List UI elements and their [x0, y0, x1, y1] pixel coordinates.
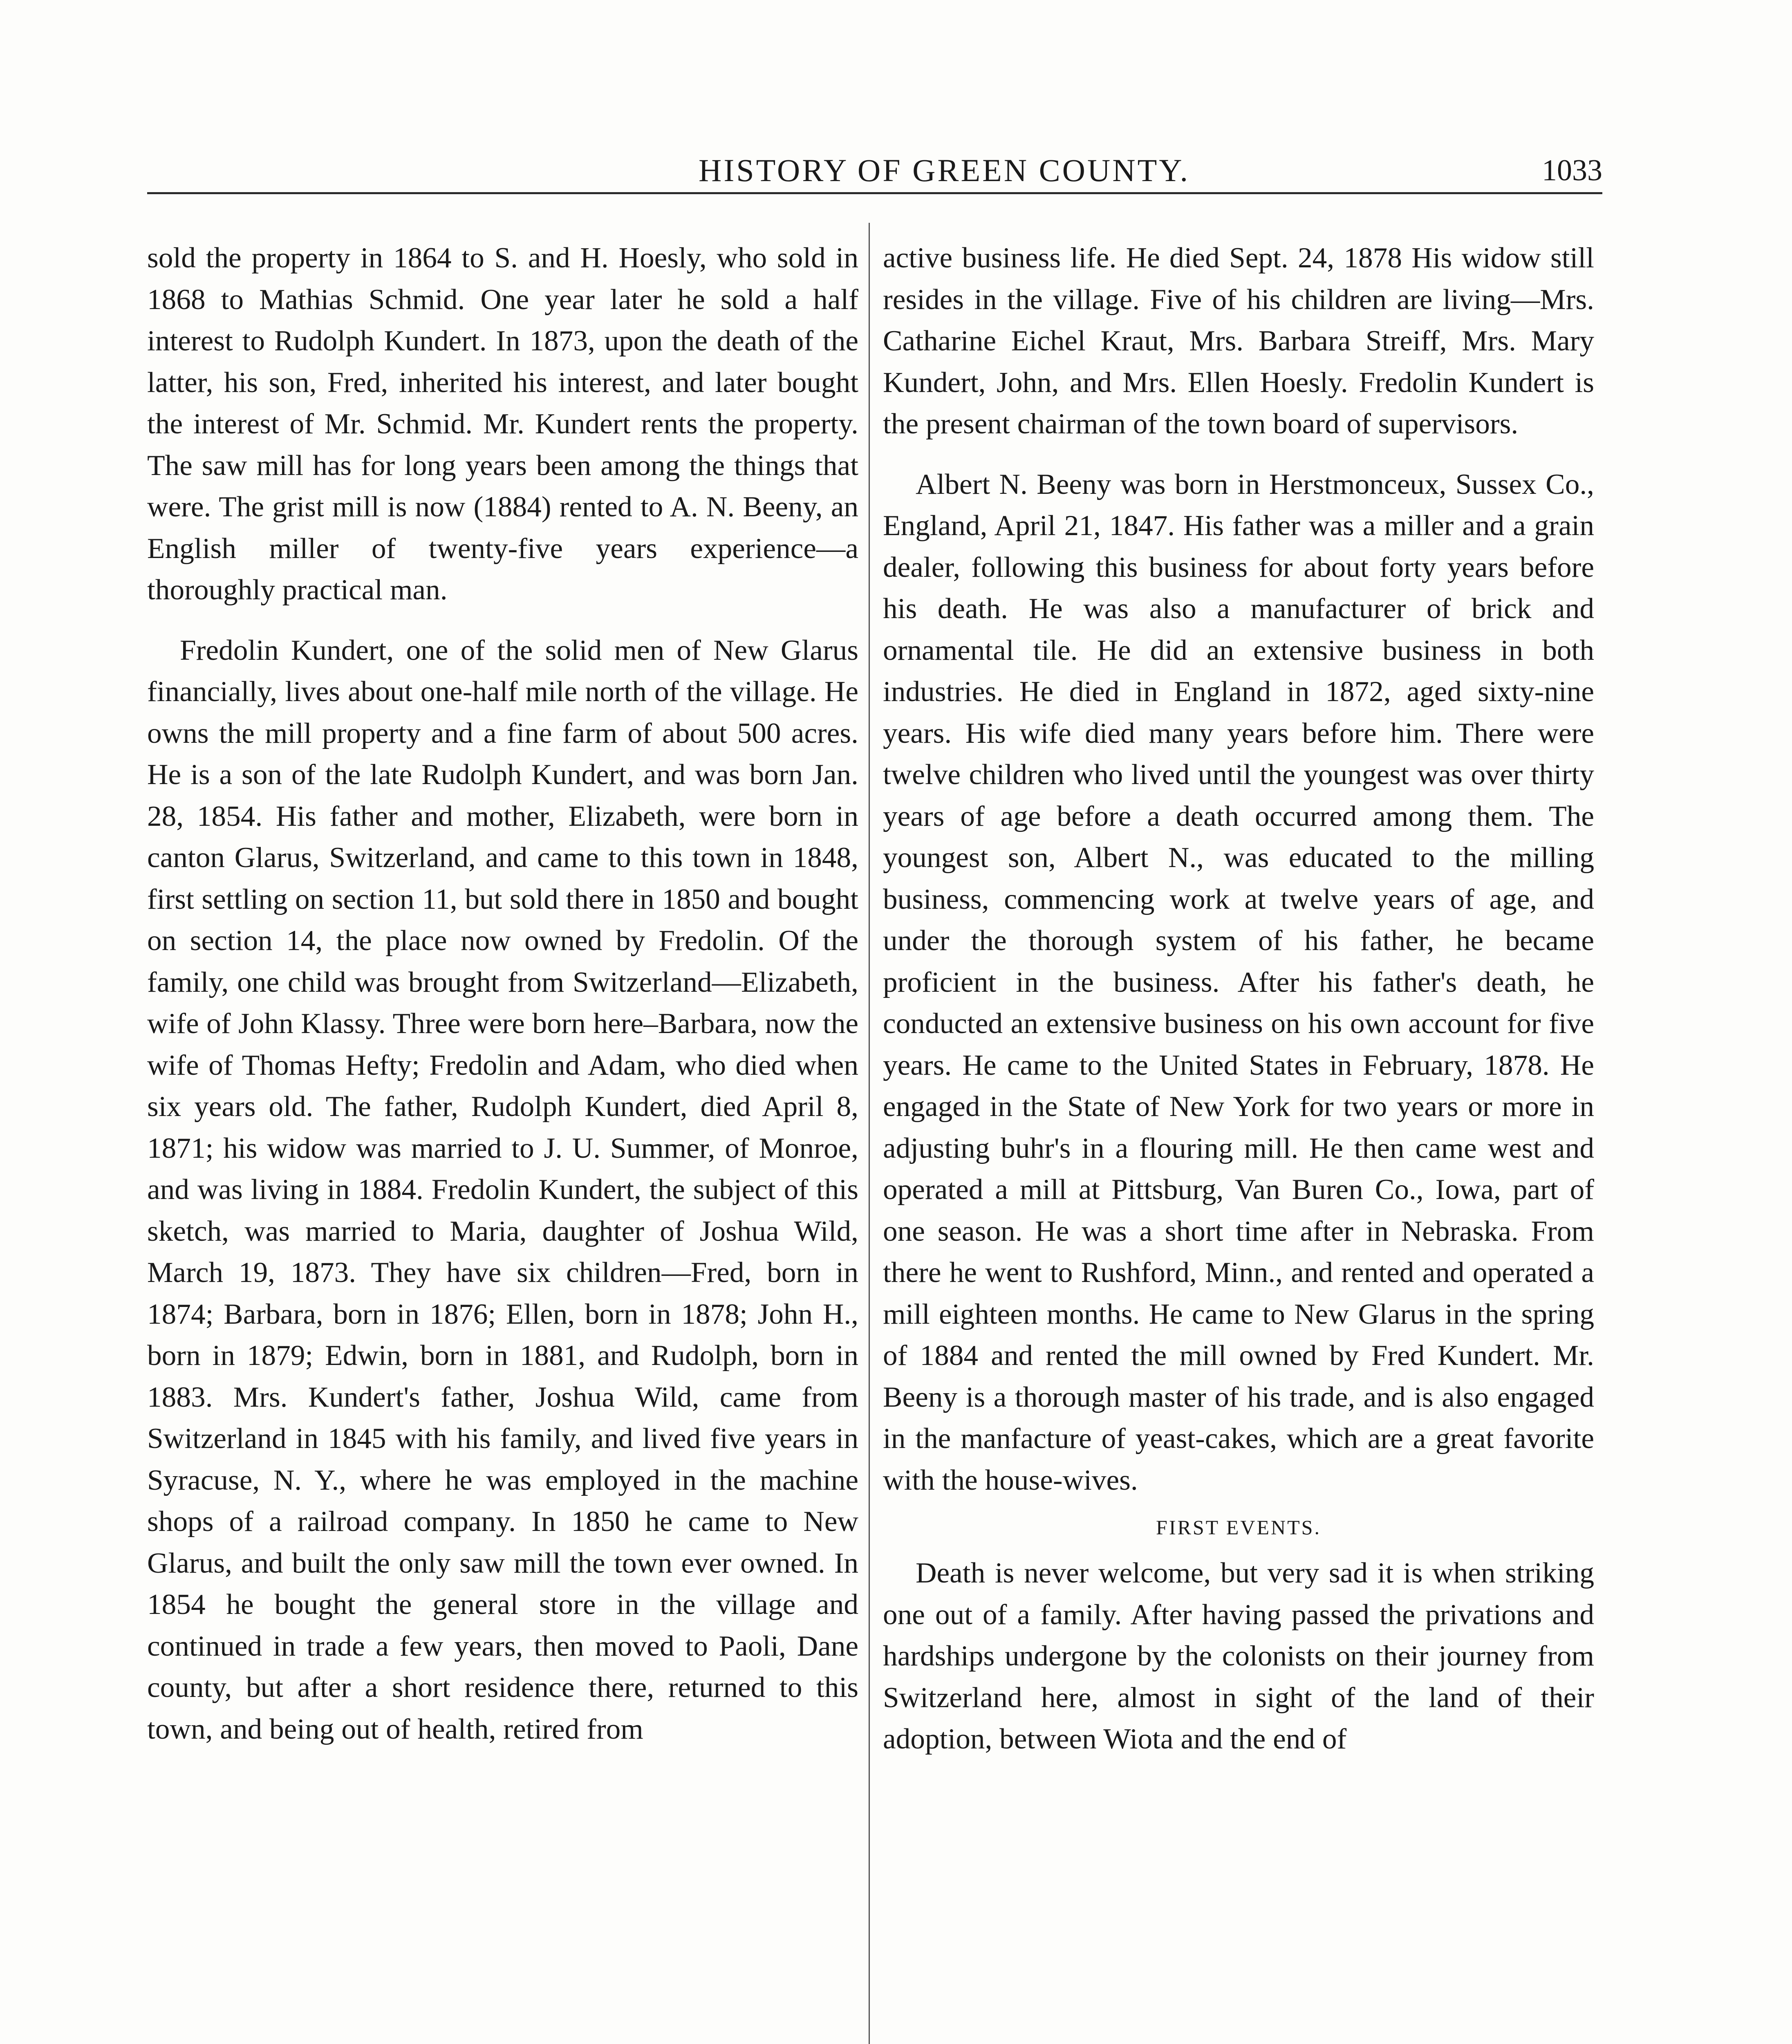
- running-title: HISTORY OF GREEN COUNTY.: [698, 152, 1190, 188]
- paragraph-mill-property: sold the property in 1864 to S. and H. Hoesly, who sold in 1868 to Mathias Schmid. One year later he sold a half interest to Rudolph Kundert. In 1873, upon the death of the latter, his son, Fred, inherited his interest, and later bought the interest of Mr. Schmid. Mr. Kundert rents the property. The saw mill has for long years been among the things that were. The grist mill is now (1884) rented to A. N. Beeny, an English miller of twenty-five years experience—a thoroughly practical man.: [147, 242, 858, 606]
- paragraph-kundert-continued: active business life. He died Sept. 24, 1878 His widow still resides in the village. Five of his children are living—Mrs. Catharine Eichel Kraut, Mrs. Barbara Streiff, Mrs. Mary Kundert, John, and Mrs. Ellen Hoesly. Fredolin Kundert is the present chairman of the town board of supervisors.: [883, 242, 1594, 440]
- paragraph-albert-beeny: Albert N. Beeny was born in Herstmonceux, Sussex Co., England, April 21, 1847. His father was a miller and a grain dealer, following this business for about forty years before his death. He was also a manufacturer of brick and ornamental tile. He did an extensive business in both industries. He died in England in 1872, aged sixty-nine years. His wife died many years before him. There were twelve children who lived until the youngest was over thirty years of age before a death occurred among them. The youngest son, Albert N., was educated to the milling business, commencing work at twelve years of age, and under the thorough system of his father, he became proficient in the business. After his father's death, he conducted an extensive business on his own account for five years. He came to the United States in February, 1878. He engaged in the State of New York for two years or more in adjusting buhr's in a flouring mill. He then came west and operated a mill at Pittsburg, Van Buren Co., Iowa, part of one season. He was a short time after in Nebraska. From there he went to Rushford, Minn., and rented and operated a mill eighteen months. He came to New Glarus in the spring of 1884 and rented the mill owned by Fred Kundert. Mr. Beeny is a thorough master of his trade, and is also engaged in the manfacture of yeast-cakes, which are a great favorite with the house-wives.: [883, 468, 1594, 1496]
- page-number: 1033: [1542, 154, 1602, 187]
- section-heading-first-events: FIRST EVENTS.: [1156, 1516, 1321, 1539]
- column-divider: [869, 223, 870, 2044]
- right-column: [883, 237, 1594, 1760]
- header-rule: [147, 192, 1602, 194]
- paragraph-fredolin-kundert: Fredolin Kundert, one of the solid men of New Glarus financially, lives about one-half mile north of the village. He owns the mill property and a fine farm of about 500 acres. He is a son of the late Rudolph Kundert, and was born Jan. 28, 1854. His father and mother, Elizabeth, were born in canton Glarus, Switzerland, and came to this town in 1848, first settling on section 11, but sold there in 1850 and bought on section 14, the place now owned by Fredolin. Of the family, one child was brought from Switzerland—Elizabeth, wife of John Klassy. Three were born here–Barbara, now the wife of Thomas Hefty; Fredolin and Adam, who died when six years old. The father, Rudolph Kundert, died April 8, 1871; his widow was married to J. U. Summer, of Monroe, and was living in 1884. Fredolin Kundert, the subject of this sketch, was married to Maria, daughter of Joshua Wild, March 19, 1873. They have six children—Fred, born in 1874; Barbara, born in 1876; Ellen, born in 1878; John H., born in 1879; Edwin, born in 1881, and Rudolph, born in 1883. Mrs. Kundert's father, Joshua Wild, came from Switzerland in 1845 with his family, and lived five years in Syracuse, N. Y., where he was employed in the machine shops of a railroad company. In 1850 he came to New Glarus, and built the only saw mill the town ever owned. In 1854 he bought the general store in the village and continued in trade a few years, then moved to Paoli, Dane county, but after a short residence there, returned to this town, and being out of health, retired from: [147, 634, 858, 1745]
- page-header: [147, 148, 1602, 193]
- left-column: [147, 237, 858, 1750]
- paragraph-first-events: Death is never welcome, but very sad it is when striking one out of a family. After having passed the privations and hardships undergone by the colonists on their journey from Switzerland here, almost in sight of the land of their adoption, between Wiota and the end of: [883, 1557, 1594, 1755]
